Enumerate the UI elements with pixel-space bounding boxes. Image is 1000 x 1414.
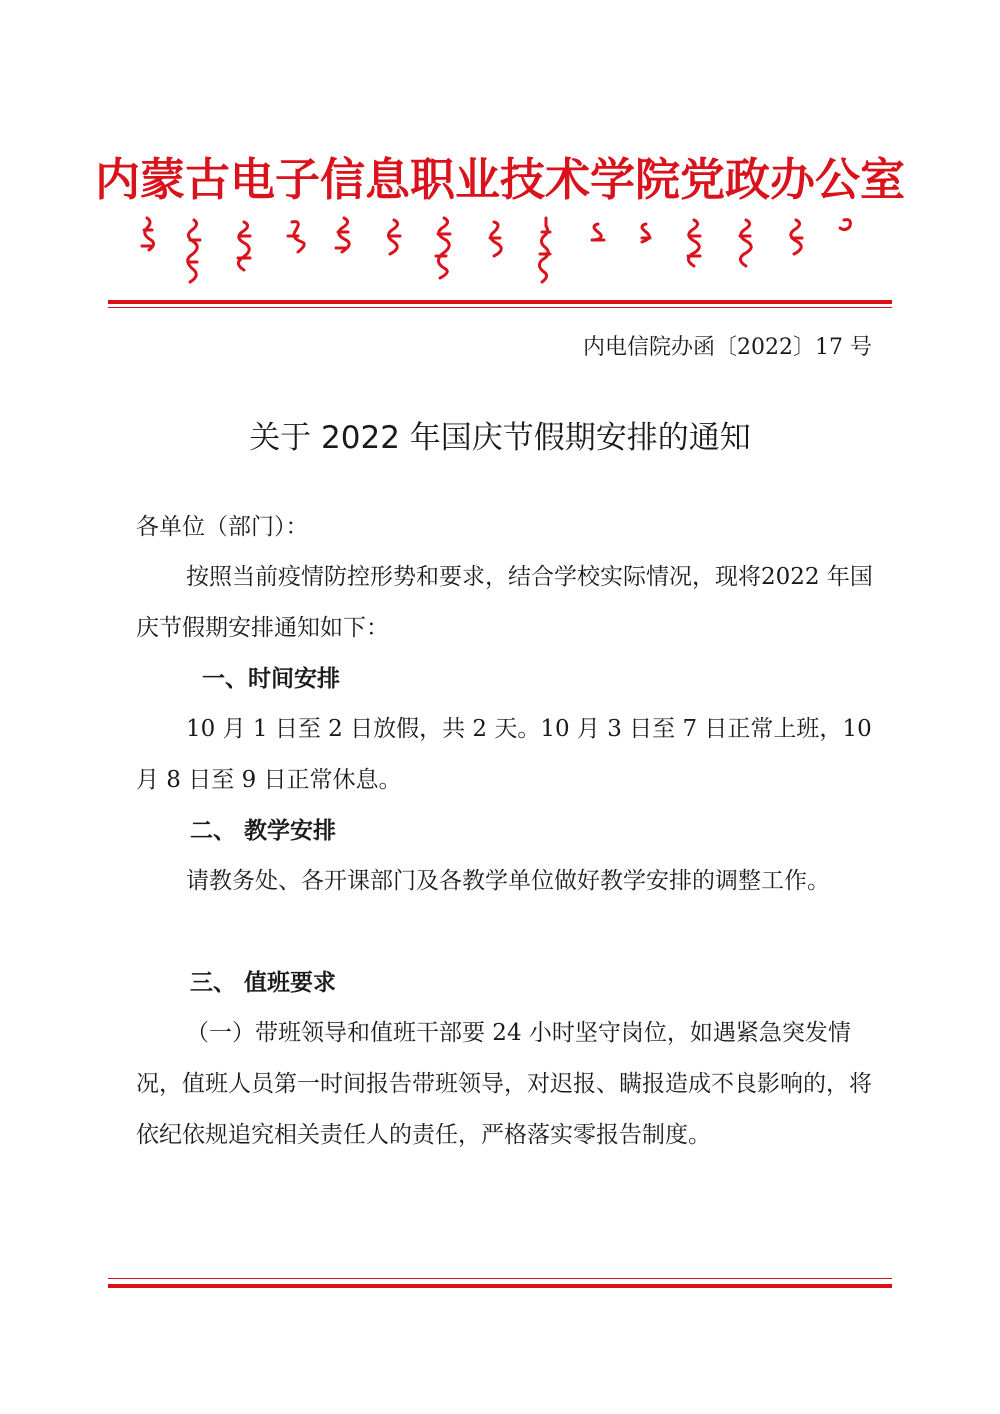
section-text-teaching: 请教务处、各开课部门及各教学单位做好教学安排的调整工作。	[186, 868, 830, 894]
section-heading-teaching: 二、 教学安排	[190, 818, 337, 844]
footer-divider-thick	[108, 1284, 892, 1288]
salutation: 各单位（部门）：	[136, 514, 309, 540]
intro-paragraph: 按照当前疫情防控形势和要求，结合学校实际情况，现将2022 年国庆节假期安排通知如下：	[136, 564, 873, 641]
section-text-duty: （一）带班领导和值班干部要 24 小时坚守岗位，如遇紧急突发情况，值班人员第一时间报告带班领导，对迟报、瞒报造成不良影响的，将依纪依规追究相关责任人的责任，严格落实零报告制度。	[136, 1020, 872, 1148]
mongolian-script-masthead	[132, 210, 872, 290]
org-masthead: 内蒙古电子信息职业技术学院党政办公室	[94, 153, 905, 206]
section-heading-duty: 三、 值班要求	[190, 970, 337, 996]
header-divider-thin	[108, 307, 892, 308]
document-title: 关于 2022 年国庆节假期安排的通知	[249, 420, 751, 456]
document-number: 内电信院办函〔2022〕17 号	[583, 335, 872, 360]
section-text-time: 10 月 1 日至 2 日放假，共 2 天。10 月 3 日至 7 日正常上班，10 月 8 日至 9 日正常休息。	[136, 716, 872, 793]
footer-divider-thin	[108, 1278, 892, 1279]
section-heading-time: 一、时间安排	[202, 666, 340, 692]
header-divider-thick	[108, 300, 892, 304]
